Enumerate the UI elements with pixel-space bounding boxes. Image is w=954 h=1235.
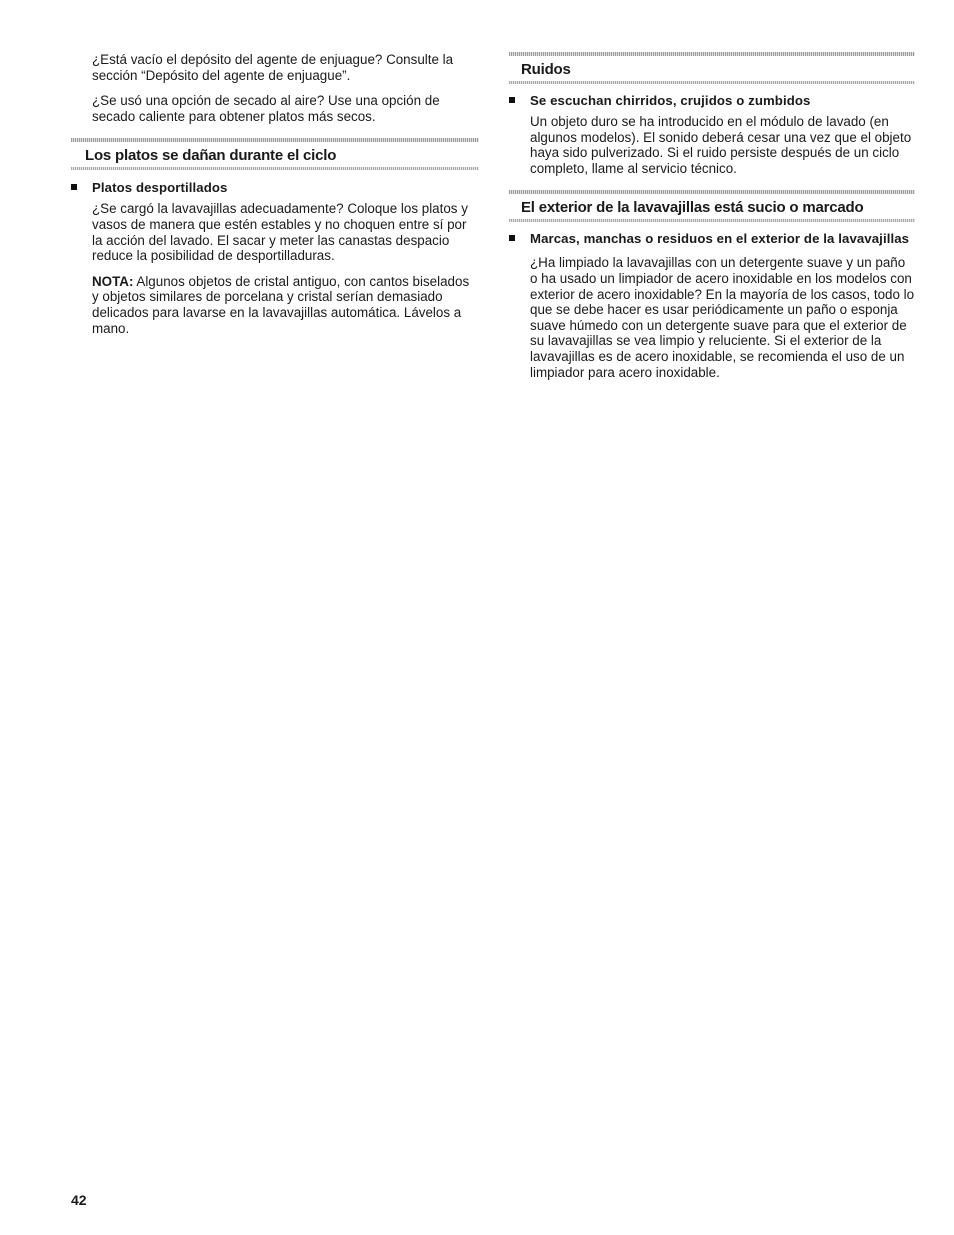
note-label: NOTA: xyxy=(92,273,134,289)
noises-body: Un objeto duro se ha introducido en el módulo de lavado (en algunos modelos). El sonido deberá cesar una vez que el objeto haya sido pulverizado. Si el ruido persiste después de un ciclo completo, llame al servicio técnico. xyxy=(530,114,912,176)
bullet-title-exterior-marks: Marcas, manchas o residuos en el exterior de la lavavajillas xyxy=(530,231,910,247)
heading-rule-top xyxy=(71,138,479,142)
heading-rule-top xyxy=(509,190,915,194)
heading-rule-bottom xyxy=(71,167,479,170)
section-heading-dishes-damaged xyxy=(71,138,479,170)
left-column xyxy=(71,52,479,336)
exterior-marks-body: ¿Ha limpiado la lavavajillas con un detergente suave y un paño o ha usado un limpiador de acero inoxidable en los modelos con exterior de acero inoxidable? En la mayoría de los casos, todo lo que se debe hacer es usar periódicamente un paño o esponja suave húmedo con un detergente suave para que el exterior de su lavavajillas se vea limpio y reluciente. Si el exterior de la lavavajillas es de acero inoxidable, se recomienda el uso de un limpiador para acero inoxidable. xyxy=(530,255,915,380)
bullet-item-noises xyxy=(509,93,915,108)
intro-paragraph-air-dry: ¿Se usó una opción de secado al aire? Use una opción de secado caliente para obtener platos más secos. xyxy=(92,93,440,124)
page-number: 42 xyxy=(71,1192,87,1208)
section-title-noises: Ruidos xyxy=(521,61,571,78)
section-heading-exterior-dirty xyxy=(509,190,915,222)
heading-rule-bottom xyxy=(509,219,915,222)
square-bullet-icon xyxy=(71,184,77,190)
intro-paragraph-rinse-aid: ¿Está vacío el depósito del agente de enjuague? Consulte la sección “Depósito del agente de enjuague”. xyxy=(92,52,454,83)
bullet-item-exterior-marks xyxy=(509,231,915,246)
bullet-title-noises: Se escuchan chirridos, crujidos o zumbidos xyxy=(530,93,811,108)
heading-rule-top xyxy=(509,52,915,56)
bullet-title-chipped-dishes: Platos desportillados xyxy=(92,180,228,196)
note-text: Algunos objetos de cristal antiguo, con cantos biselados y objetos similares de porcelana y cristal serían demasiado delicados para lavarse en la lavavajillas automática. Lávelos a mano. xyxy=(92,273,470,336)
heading-rule-bottom xyxy=(509,81,915,84)
right-column xyxy=(509,52,915,380)
chipped-dishes-body: ¿Se cargó la lavavajillas adecuadamente? Coloque los platos y vasos de manera que estén estables y no choquen entre sí por la acción del lavado. El sacar y meter las canastas despacio reduce la posibilidad de desportilladuras. xyxy=(92,201,468,264)
square-bullet-icon xyxy=(509,97,515,103)
note-paragraph xyxy=(71,274,479,336)
section-title-exterior-dirty: El exterior de la lavavajillas está sucio o marcado xyxy=(521,199,864,217)
bullet-item-chipped-dishes xyxy=(71,180,479,195)
square-bullet-icon xyxy=(509,235,515,241)
section-heading-noises xyxy=(509,52,915,84)
section-title-dishes-damaged: Los platos se dañan durante el ciclo xyxy=(85,147,337,165)
